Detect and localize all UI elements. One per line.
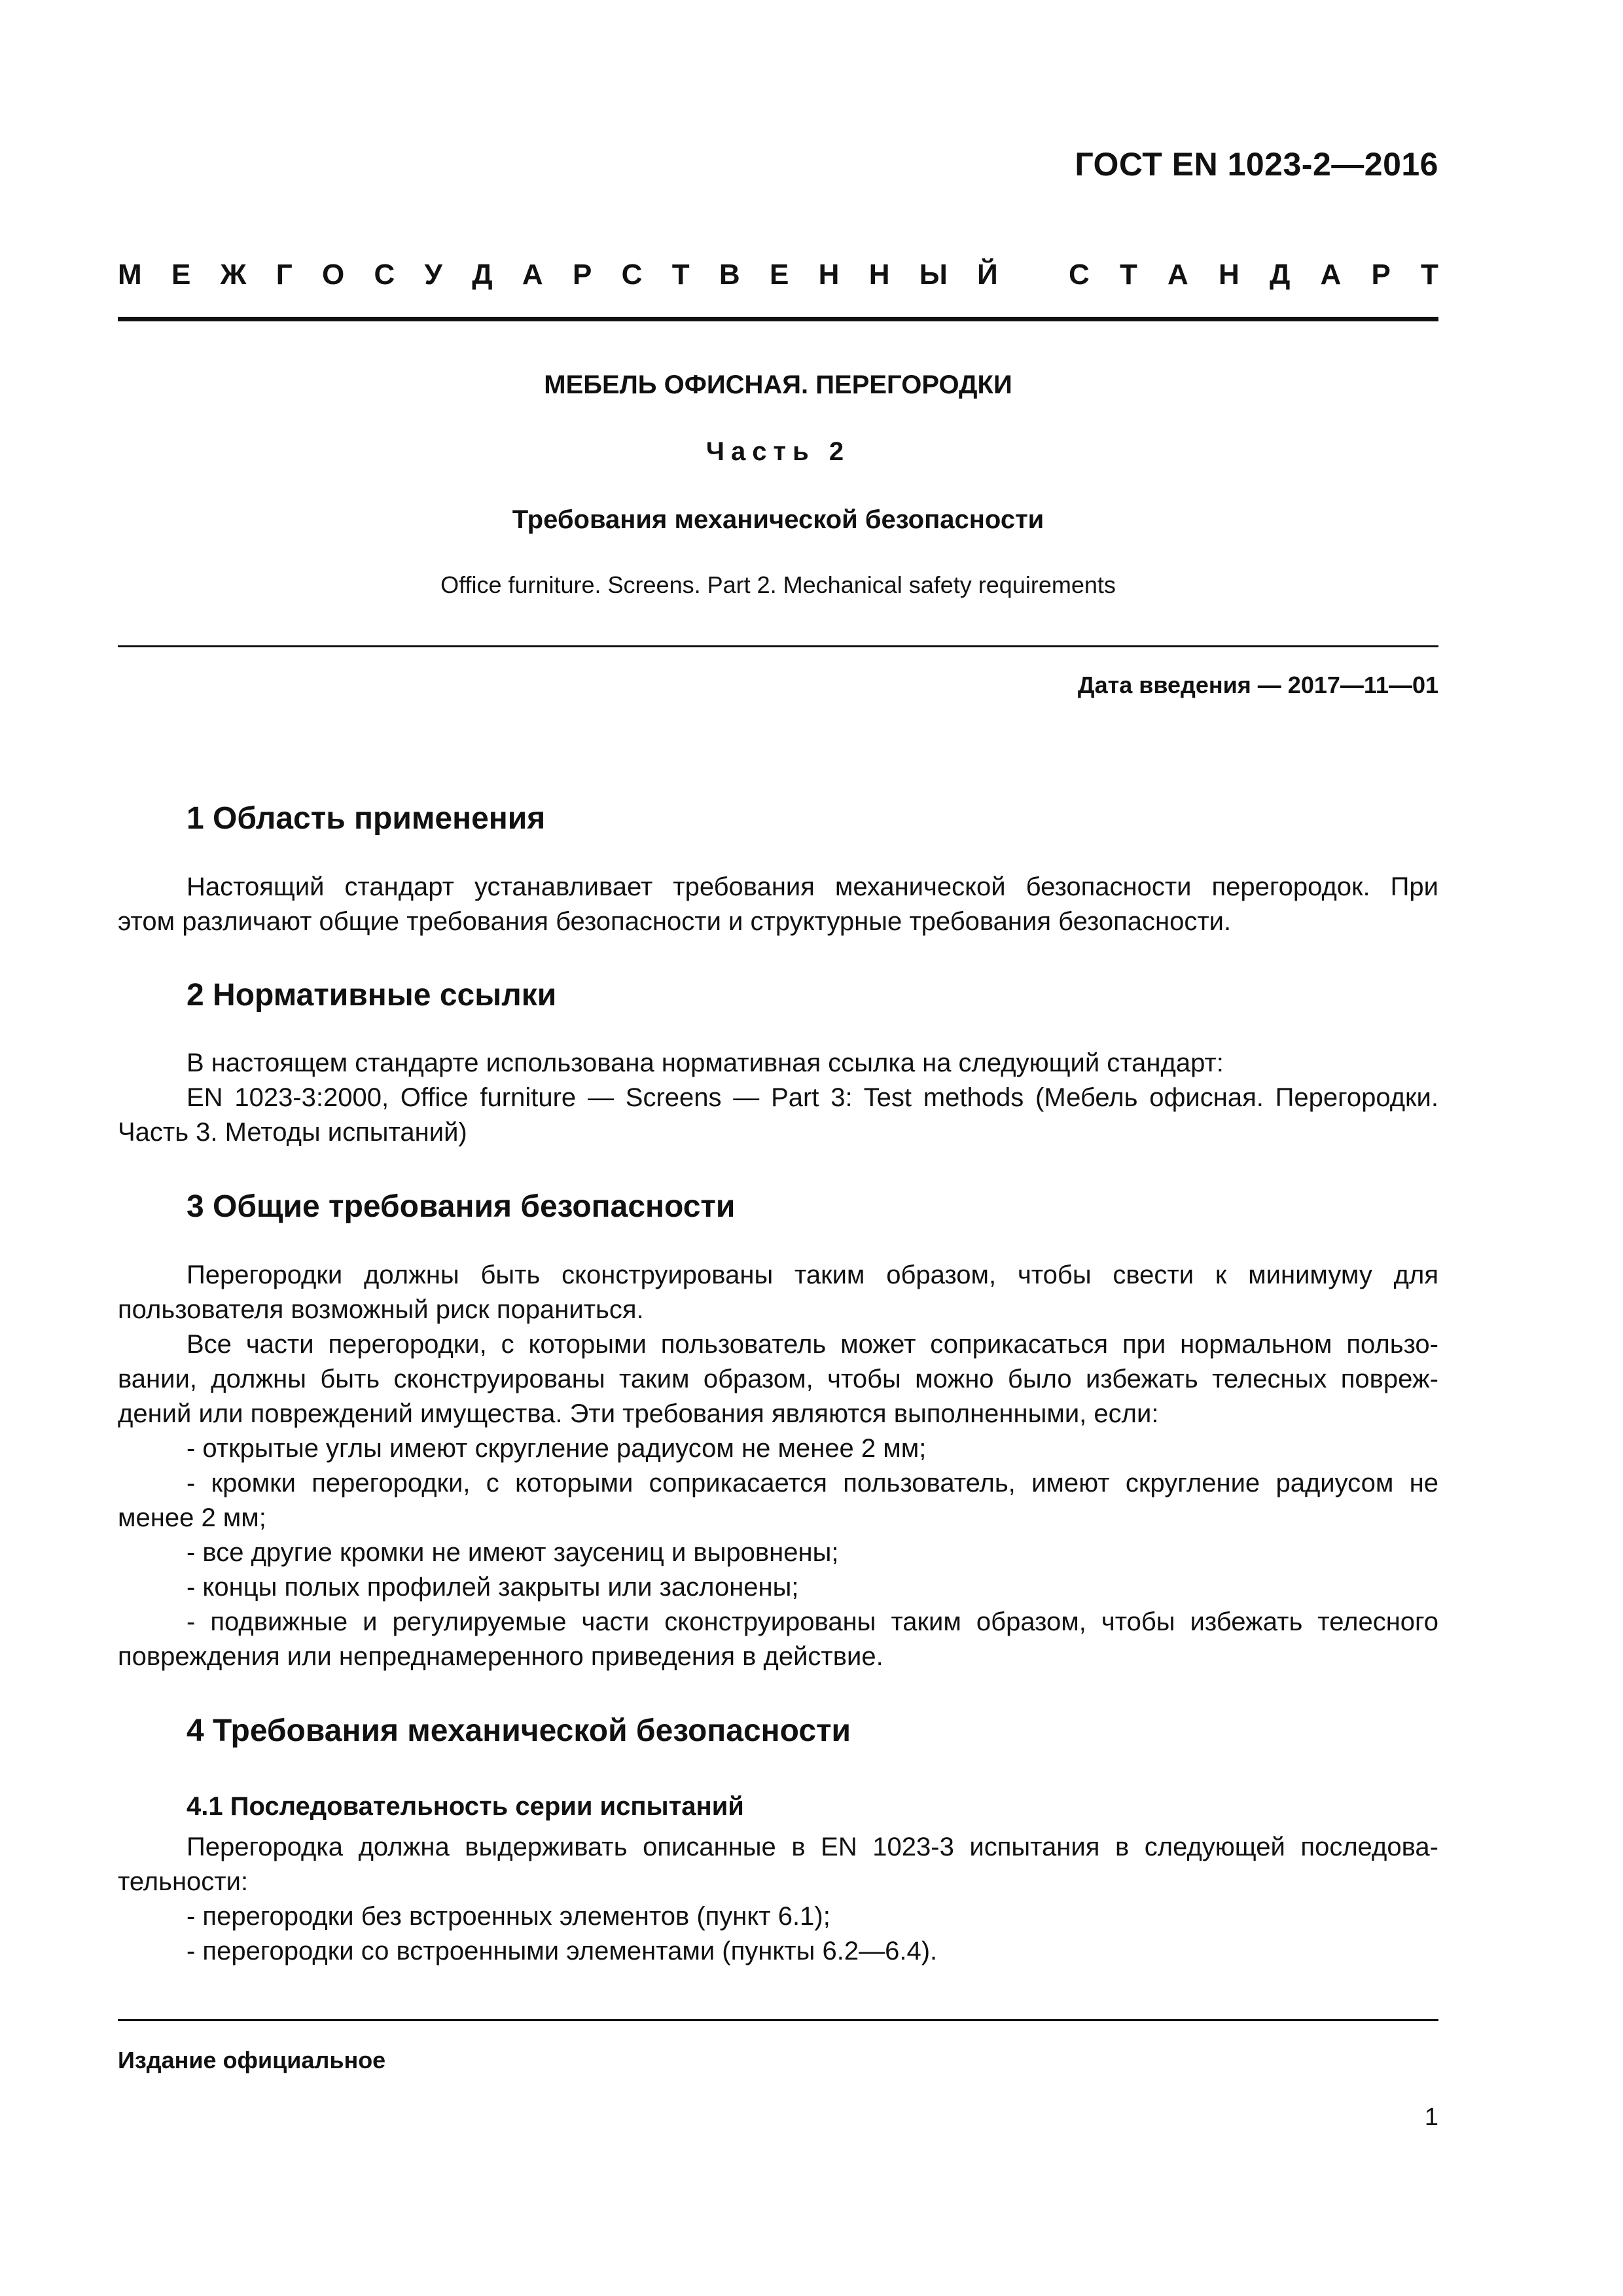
banner-letter: Д bbox=[1269, 259, 1291, 291]
list-item: - открытые углы имеют скругление радиусом не менее 2 мм; bbox=[187, 1434, 927, 1463]
banner-word-interstate bbox=[118, 259, 998, 291]
banner-letter: Е bbox=[769, 259, 789, 291]
banner-letter: Р bbox=[1371, 259, 1391, 291]
banner-letter: У bbox=[424, 259, 442, 291]
interstate-standard-banner bbox=[118, 252, 1438, 298]
edition-label: Издание официальное bbox=[118, 2047, 386, 2073]
text-line: Все части перегородки, с которыми пользователь может соприкасаться при нормальном пользо- bbox=[187, 1330, 1438, 1359]
introduction-date: Дата введения — 2017—11—01 bbox=[1077, 672, 1438, 698]
banner-letter: Д bbox=[472, 259, 493, 291]
banner-letter: Н bbox=[818, 259, 840, 291]
banner-letter: Т bbox=[1119, 259, 1137, 291]
text-line: повреждения или непреднамеренного приведения в действие. bbox=[118, 1642, 883, 1671]
english-title: Office furniture. Screens. Part 2. Mechanical safety requirements bbox=[440, 571, 1116, 598]
text-line: дений или повреждений имущества. Эти требования являются выполненными, если: bbox=[118, 1399, 1159, 1428]
banner-letter: О bbox=[321, 259, 345, 291]
section-4-body bbox=[118, 1830, 1438, 1969]
banner-letter: Р bbox=[572, 259, 592, 291]
list-item: - концы полых профилей закрыты или заслонены; bbox=[187, 1573, 799, 1602]
banner-letter: С bbox=[374, 259, 395, 291]
section-4-heading: 4 Требования механической безопасности bbox=[187, 1713, 851, 1748]
banner-letter: Ж bbox=[220, 259, 247, 291]
text-line: пользователя возможный риск пораниться. bbox=[118, 1295, 644, 1324]
header-rule bbox=[118, 317, 1438, 321]
footer-rule bbox=[118, 2019, 1438, 2021]
document-title: МЕБЕЛЬ ОФИСНАЯ. ПЕРЕГОРОДКИ bbox=[544, 370, 1012, 399]
section-3-body bbox=[118, 1258, 1438, 1674]
list-item: - кромки перегородки, с которыми соприкасается пользователь, имеют скругление радиусом не bbox=[187, 1469, 1438, 1498]
section-2-paragraph bbox=[118, 1046, 1438, 1150]
page-number: 1 bbox=[1424, 2104, 1438, 2131]
document-subtitle: Требования механической безопасности bbox=[512, 505, 1044, 534]
section-1-paragraph bbox=[118, 870, 1438, 939]
text-line: тельности: bbox=[118, 1867, 249, 1896]
banner-letter: Т bbox=[1421, 259, 1438, 291]
text-line: Часть 3. Методы испытаний) bbox=[118, 1118, 467, 1147]
section-1-heading: 1 Область применения bbox=[187, 801, 546, 836]
title-rule bbox=[118, 645, 1438, 647]
banner-word-standard bbox=[1069, 259, 1438, 291]
banner-letter: Н bbox=[868, 259, 890, 291]
text-line: В настоящем стандарте использована нормативная ссылка на следующий стандарт: bbox=[187, 1049, 1224, 1077]
list-item: - перегородки со встроенными элементами (пункты 6.2—6.4). bbox=[187, 1937, 938, 1965]
banner-letter: А bbox=[1168, 259, 1188, 291]
document-number: ГОСТ EN 1023-2—2016 bbox=[1075, 146, 1438, 183]
subsection-4-1-heading: 4.1 Последовательность серии испытаний bbox=[187, 1792, 744, 1821]
banner-letter: Е bbox=[171, 259, 191, 291]
list-item: - перегородки без встроенных элементов (пункт 6.1); bbox=[187, 1902, 830, 1931]
banner-letter: Й bbox=[977, 259, 998, 291]
text-line: вании, должны быть сконструированы таким образом, чтобы можно было избежать телесных повреж- bbox=[118, 1365, 1438, 1393]
text-line: Перегородка должна выдерживать описанные в EN 1023-3 испытания в следующей последова- bbox=[187, 1833, 1438, 1861]
banner-letter: С bbox=[621, 259, 643, 291]
section-3-heading: 3 Общие требования безопасности bbox=[187, 1189, 736, 1224]
text-line: Настоящий стандарт устанавливает требования механической безопасности перегородок. При bbox=[187, 872, 1438, 901]
banner-letter: А bbox=[522, 259, 543, 291]
text-line: менее 2 мм; bbox=[118, 1503, 266, 1532]
section-2-heading: 2 Нормативные ссылки bbox=[187, 978, 557, 1013]
banner-letter: В bbox=[719, 259, 740, 291]
text-line: этом различают общие требования безопасности и структурные требования безопасности. bbox=[118, 907, 1232, 936]
document-part: Часть 2 bbox=[705, 437, 851, 466]
banner-letter: А bbox=[1320, 259, 1342, 291]
banner-letter: Ы bbox=[919, 259, 948, 291]
banner-letter: Г bbox=[276, 259, 293, 291]
banner-letter: Н bbox=[1219, 259, 1240, 291]
list-item: - все другие кромки не имеют заусениц и выровнены; bbox=[187, 1538, 839, 1567]
text-line: Перегородки должны быть сконструированы таким образом, чтобы свести к минимуму для bbox=[187, 1261, 1438, 1289]
banner-letter: С bbox=[1069, 259, 1090, 291]
text-line: EN 1023-3:2000, Office furniture — Screens — Part 3: Test methods (Мебель офисная. Перегородки. bbox=[187, 1083, 1438, 1112]
banner-letter: Т bbox=[671, 259, 690, 291]
list-item: - подвижные и регулируемые части сконструированы таким образом, чтобы избежать телесного bbox=[187, 1607, 1438, 1636]
banner-letter: М bbox=[118, 259, 142, 291]
